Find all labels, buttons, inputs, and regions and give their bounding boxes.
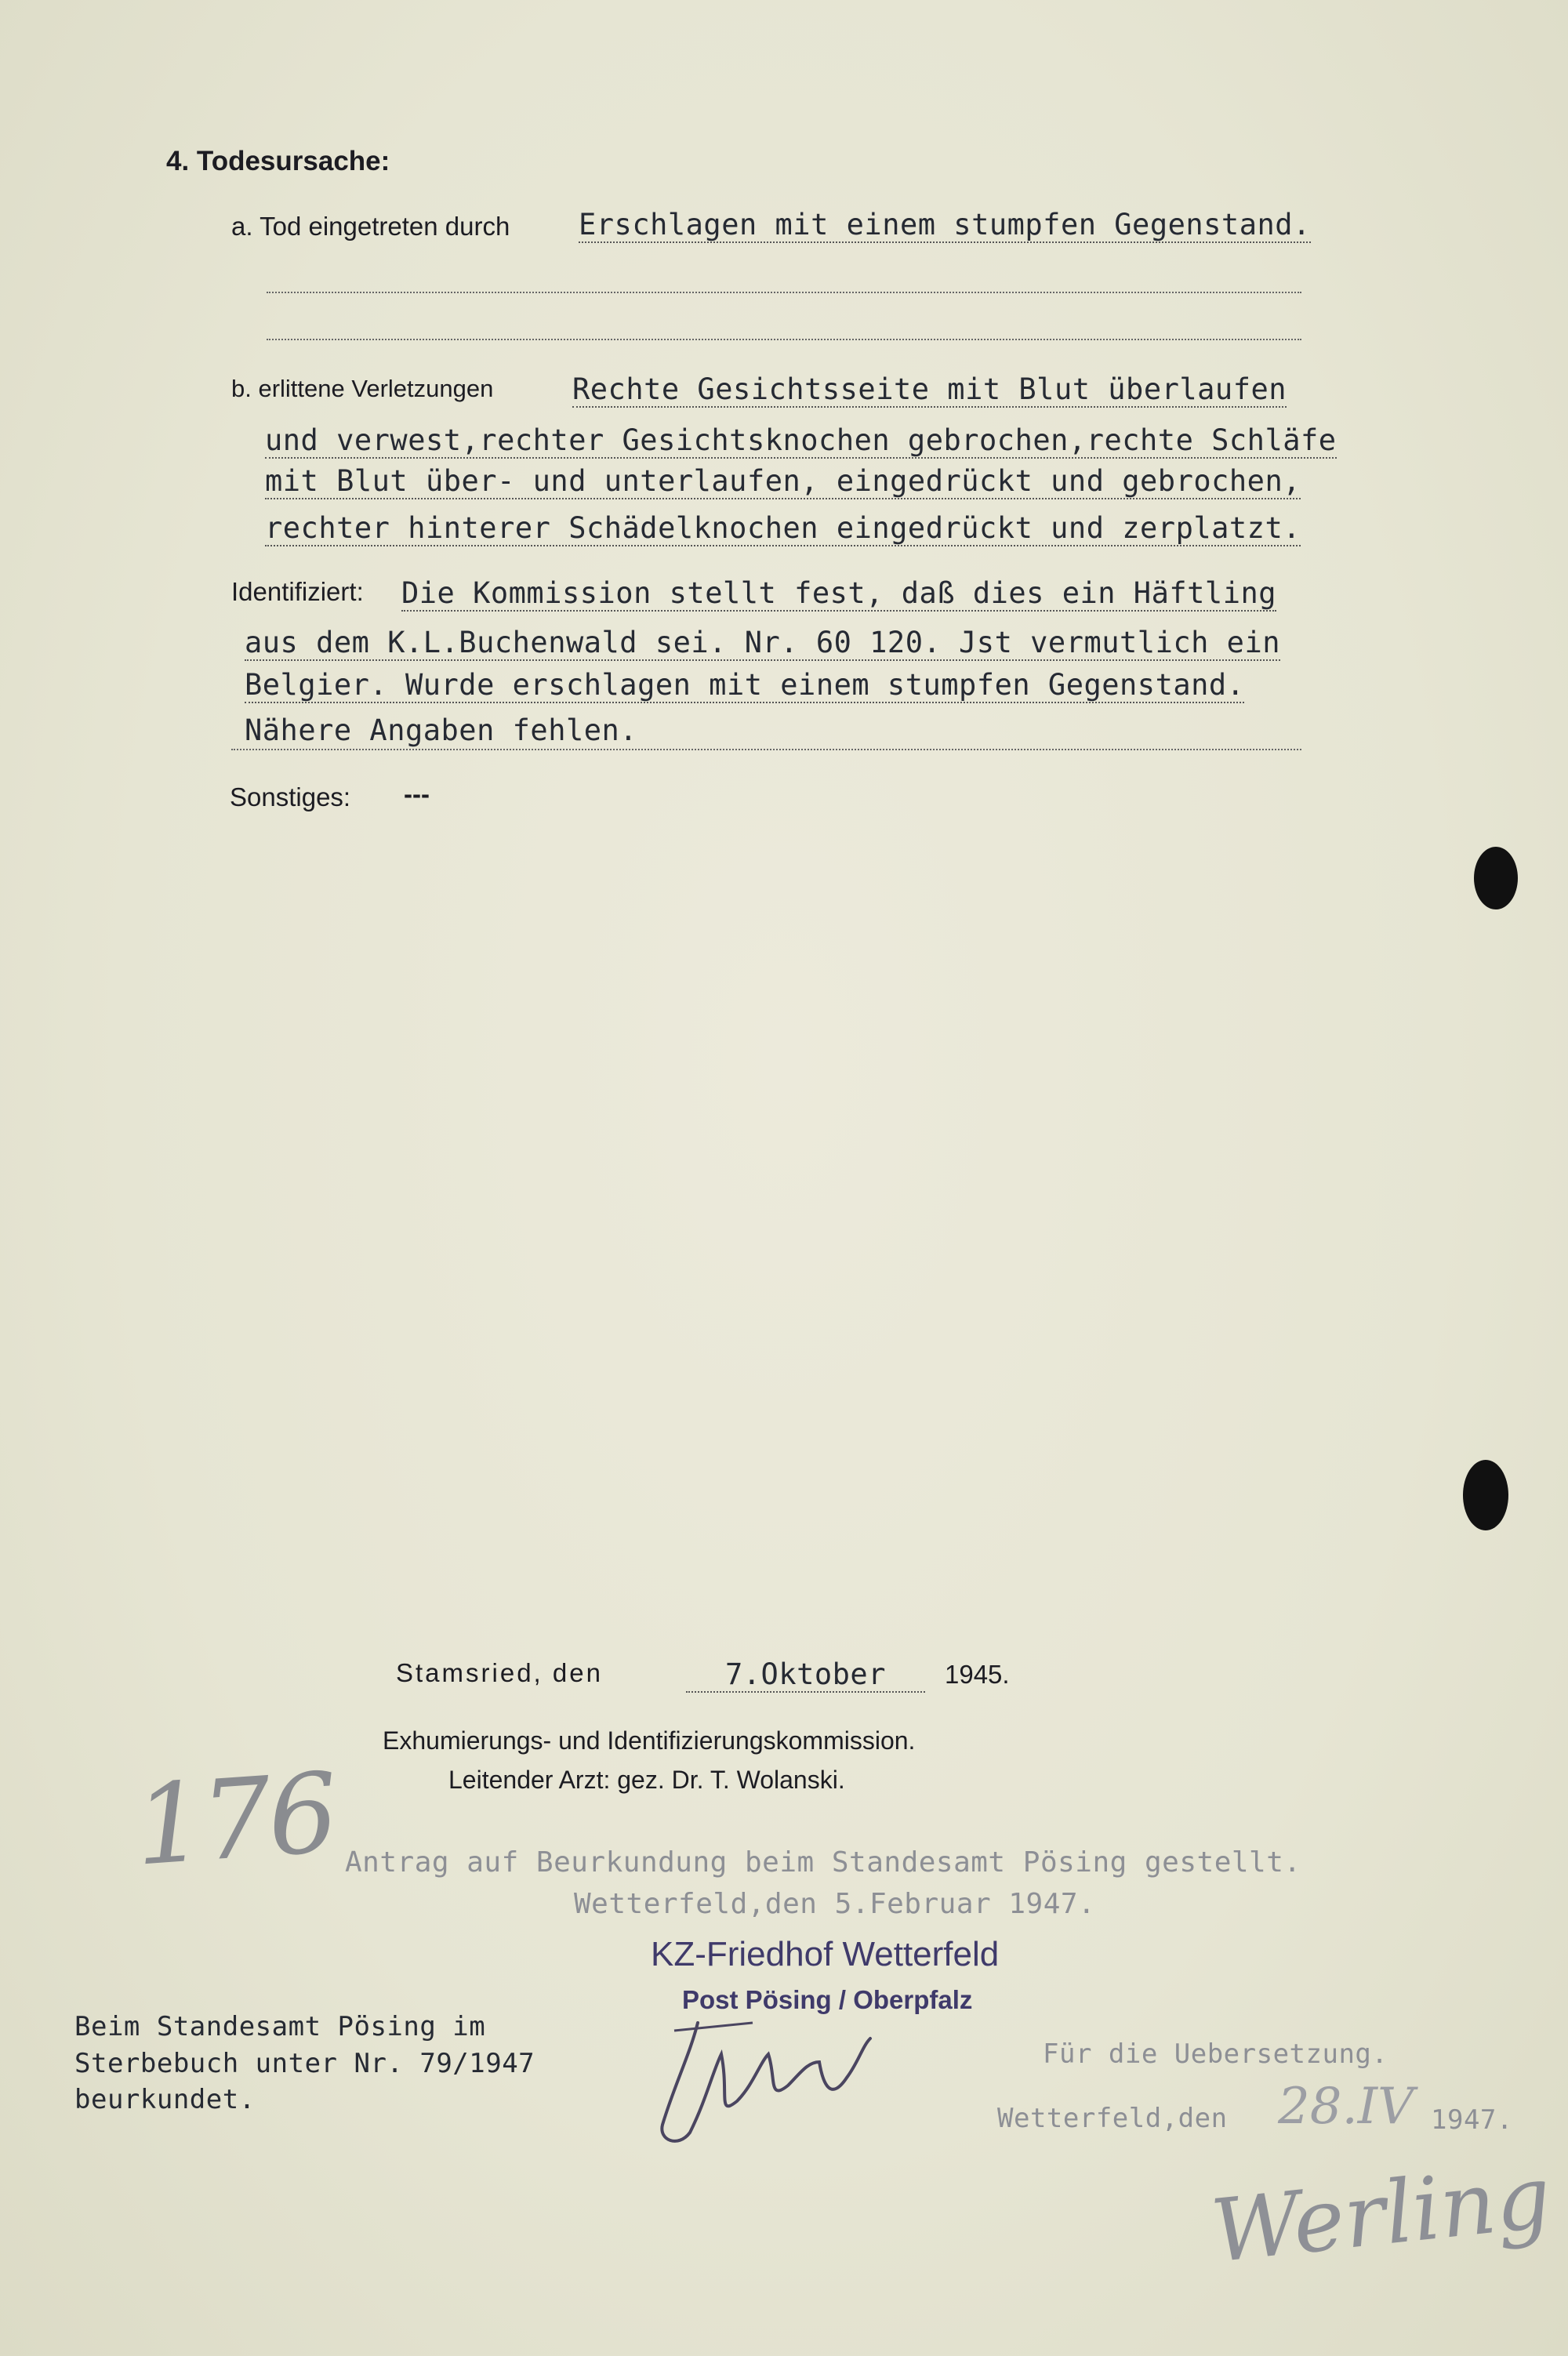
identified-line: aus dem K.L.Buchenwald sei. Nr. 60 120. Jst vermutlich ein [245, 626, 1281, 659]
injuries-line: und verwest,rechter Gesichtsknochen gebrochen,rechte Schläfe [265, 423, 1337, 457]
identified-label: Identifiziert: [231, 577, 364, 606]
identified-line: Die Kommission stellt fest, daß dies ein Häftling [401, 576, 1277, 610]
margin-number-handwritten: 176 [130, 1749, 339, 1891]
registry-note-line: beurkundet. [74, 2084, 256, 2115]
signature-handwritten: Werling [1207, 2146, 1555, 2282]
other-label: Sonstiges: [230, 782, 351, 811]
injuries-label: b. erlittene Verletzungen [231, 375, 494, 402]
other-value: --- [404, 779, 430, 808]
translation-place: Wetterfeld,den [997, 2103, 1228, 2134]
blank-line [231, 749, 1301, 750]
section-heading: 4. Todesursache: [166, 146, 390, 176]
cause-label: a. Tod eingetreten durch [231, 212, 510, 241]
year-value: 1945. [945, 1660, 1010, 1689]
stamp-signature [643, 2007, 925, 2164]
blank-line [267, 339, 1301, 340]
translation-handwritten-date: 28.IV [1278, 2078, 1414, 2136]
identified-line: Nähere Angaben fehlen. [245, 713, 638, 747]
cemetery-stamp-line2: Post Pösing / Oberpfalz [682, 1985, 973, 2014]
cemetery-stamp-line1: KZ-Friedhof Wetterfeld [651, 1935, 1000, 1973]
commission-doctor: Leitender Arzt: gez. Dr. T. Wolanski. [448, 1766, 845, 1794]
place-label: Stamsried, den [396, 1658, 603, 1687]
blank-line [267, 292, 1301, 293]
identified-line: Belgier. Wurde erschlagen mit einem stumpfen Gegenstand. [245, 668, 1245, 702]
registry-note-line: Beim Standesamt Pösing im [74, 2011, 486, 2042]
injuries-line: Rechte Gesichtsseite mit Blut überlaufen [572, 372, 1287, 406]
application-line: Antrag auf Beurkundung beim Standesamt Pösing gestellt. [345, 1846, 1301, 1879]
commission-title: Exhumierungs- und Identifizierungskommission. [383, 1726, 916, 1755]
punch-hole [1474, 847, 1518, 909]
cause-value: Erschlagen mit einem stumpfen Gegenstand. [579, 208, 1311, 241]
date-value: 7.Oktober [686, 1657, 925, 1693]
registry-note-line: Sterbebuch unter Nr. 79/1947 [74, 2048, 535, 2079]
translation-line: Für die Uebersetzung. [1043, 2038, 1388, 2070]
application-date: Wetterfeld,den 5.Februar 1947. [574, 1888, 1096, 1920]
punch-hole [1463, 1460, 1508, 1530]
injuries-line: mit Blut über- und unterlaufen, eingedrückt und gebrochen, [265, 464, 1301, 498]
translation-year: 1947. [1431, 2104, 1513, 2136]
injuries-line: rechter hinterer Schädelknochen eingedrückt und zerplatzt. [265, 511, 1301, 545]
